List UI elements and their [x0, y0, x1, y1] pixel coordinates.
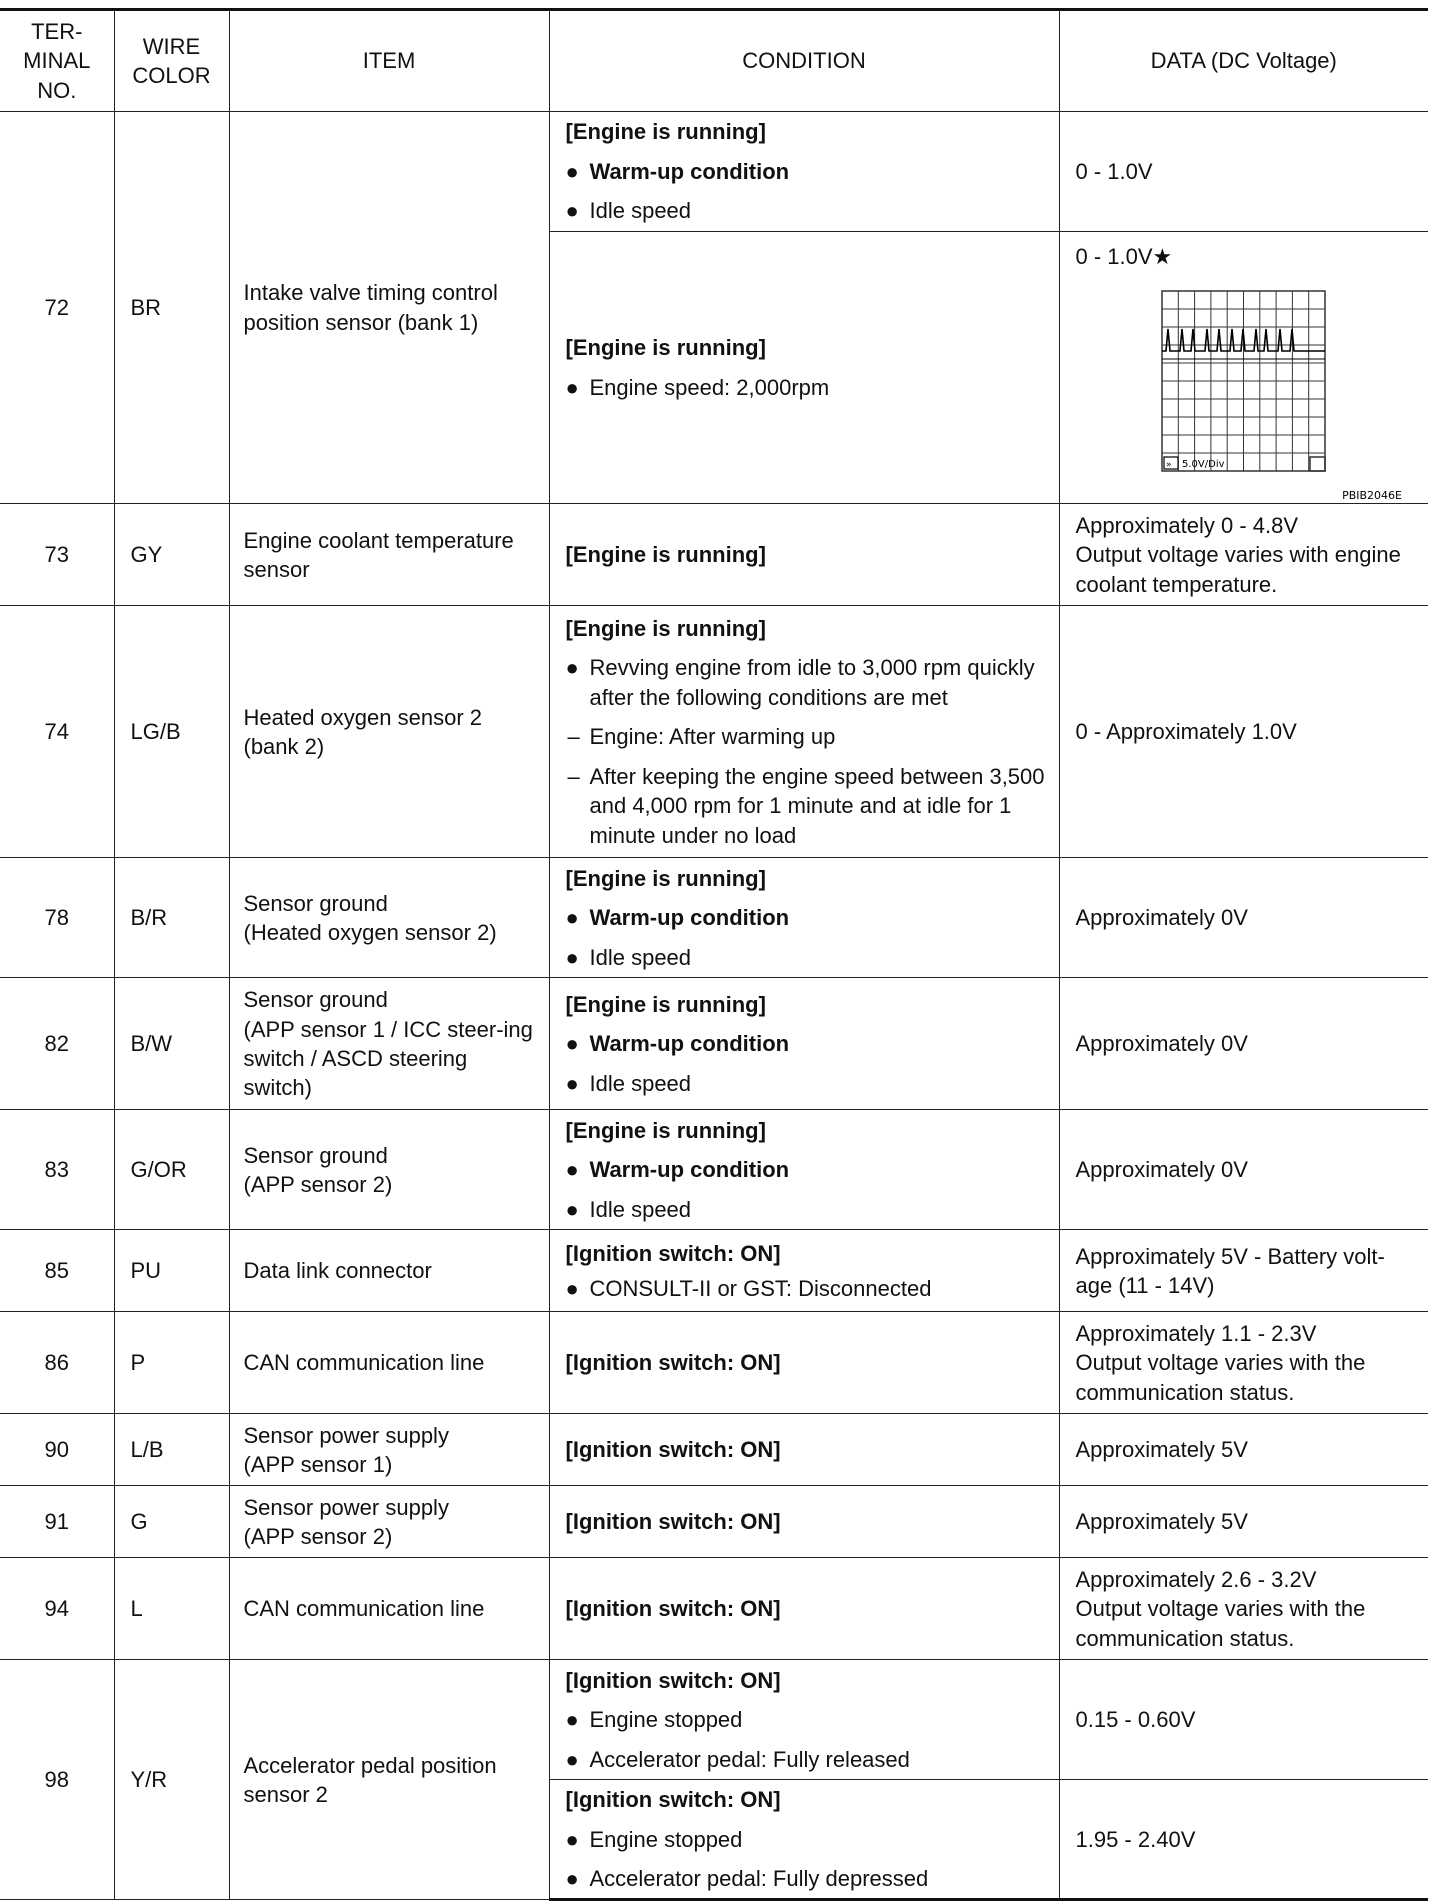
- wire-color: P: [114, 1312, 229, 1414]
- bullet-icon: ●: [565, 374, 579, 400]
- condition-title: [Ignition switch: ON]: [565, 1509, 781, 1535]
- condition-line: ● Idle speed: [566, 943, 1055, 972]
- data-note: Output voltage varies with the communication status.: [1075, 1350, 1366, 1405]
- wire-color: G/OR: [114, 1110, 229, 1230]
- item-detail: (APP sensor 1): [243, 1451, 393, 1477]
- bullet-icon: ●: [565, 158, 579, 184]
- table-row: [0, 112, 1428, 232]
- svg-text:»: »: [1165, 460, 1172, 471]
- item-name: CAN communication line: [229, 1312, 549, 1414]
- wire-color: GY: [114, 504, 229, 606]
- item-name: Sensor ground: [243, 890, 388, 916]
- bullet-icon: ●: [565, 1275, 579, 1301]
- terminal-number: 78: [0, 858, 114, 978]
- wire-color: L/B: [114, 1414, 229, 1486]
- data-cell: [1059, 1558, 1428, 1660]
- table-row: [0, 1312, 1428, 1414]
- item-cell: [229, 978, 549, 1110]
- condition-title: [Ignition switch: ON]: [565, 1787, 781, 1813]
- wire-color: Y/R: [114, 1660, 229, 1900]
- table-row: [0, 1414, 1428, 1486]
- data-value: Approximately 2.6 - 3.2V: [1075, 1566, 1317, 1592]
- bullet-icon: ●: [565, 1157, 579, 1183]
- data-value: Approximately 5V - Battery volt-age (11 - 14V): [1059, 1230, 1428, 1312]
- table-row: [0, 1558, 1428, 1660]
- condition-cell: [549, 1414, 1059, 1486]
- terminal-number: 72: [0, 112, 114, 504]
- condition-line: – Engine: After warming up: [566, 722, 1055, 751]
- item-name: Sensor power supply: [243, 1494, 449, 1520]
- item-name: Sensor ground: [243, 987, 388, 1013]
- scale-label: 5.0V/Div: [1181, 459, 1225, 471]
- item-cell: [229, 1486, 549, 1558]
- item-name: Intake valve timing control position sensor (bank 1): [229, 112, 549, 504]
- item-name: Accelerator pedal position sensor 2: [229, 1660, 549, 1900]
- item-name: CAN communication line: [229, 1558, 549, 1660]
- terminal-number: 82: [0, 978, 114, 1110]
- star-icon: ★: [1152, 244, 1173, 269]
- condition-cell: [549, 1312, 1059, 1414]
- condition-title: [Ignition switch: ON]: [565, 1240, 781, 1266]
- data-value: Approximately 5V: [1059, 1414, 1428, 1486]
- data-value: Approximately 0 - 4.8V: [1075, 512, 1299, 538]
- table-row: [0, 606, 1428, 858]
- bullet-icon: ●: [565, 655, 579, 681]
- condition-title: [Engine is running]: [565, 335, 766, 361]
- header-data: DATA (DC Voltage): [1059, 10, 1428, 112]
- wire-color: BR: [114, 112, 229, 504]
- terminal-number: 98: [0, 1660, 114, 1900]
- condition-cell: [549, 1780, 1059, 1900]
- table-row: [0, 1230, 1428, 1312]
- condition-line: – After keeping the engine speed between 3,500 and 4,000 rpm for 1 minute and at idle for 1 minute under no load: [567, 763, 1045, 848]
- condition-cell: [549, 112, 1059, 232]
- figure-code: PBIB2046E: [1341, 489, 1402, 503]
- table-row: [0, 1660, 1428, 1780]
- data-value: 0 - 1.0V: [1075, 244, 1153, 269]
- header-item: ITEM: [229, 10, 549, 112]
- table-row: [0, 1110, 1428, 1230]
- condition-cell: [549, 1230, 1059, 1312]
- table-row: [0, 858, 1428, 978]
- terminal-number: 73: [0, 504, 114, 606]
- condition-cell: [549, 1660, 1059, 1780]
- condition-cell: [549, 606, 1059, 858]
- data-value: 1.95 - 2.40V: [1059, 1780, 1428, 1900]
- item-name: Engine coolant temperature sensor: [229, 504, 549, 606]
- condition-line: ● CONSULT-II or GST: Disconnected: [566, 1274, 1055, 1303]
- bullet-icon: ●: [565, 1866, 579, 1892]
- condition-title: [Ignition switch: ON]: [565, 1667, 781, 1693]
- data-cell: [1059, 1312, 1428, 1414]
- data-value: 0 - 1.0V: [1059, 112, 1428, 232]
- header-terminal: TER- MINAL NO.: [0, 10, 114, 112]
- condition-line: ● Idle speed: [566, 1069, 1055, 1098]
- item-name: Data link connector: [229, 1230, 549, 1312]
- data-note: Output voltage varies with engine coolant temperature.: [1075, 542, 1401, 597]
- item-detail: (APP sensor 2): [243, 1171, 393, 1197]
- condition-cell: [549, 232, 1059, 504]
- item-detail: (APP sensor 2): [243, 1523, 393, 1549]
- condition-cell: [549, 978, 1059, 1110]
- condition-title: [Ignition switch: ON]: [565, 1437, 781, 1463]
- terminal-number: 86: [0, 1312, 114, 1414]
- item-cell: [229, 1110, 549, 1230]
- header-condition: CONDITION: [549, 10, 1059, 112]
- condition-cell: [549, 1110, 1059, 1230]
- ecm-terminal-table: [0, 8, 1428, 1901]
- wire-color: G: [114, 1486, 229, 1558]
- bullet-icon: ●: [565, 1196, 579, 1222]
- terminal-number: 94: [0, 1558, 114, 1660]
- bullet-icon: ●: [565, 944, 579, 970]
- wire-color: B/W: [114, 978, 229, 1110]
- condition-cell: [549, 504, 1059, 606]
- item-name: Sensor ground: [243, 1142, 388, 1168]
- condition-title: [Engine is running]: [565, 1117, 766, 1143]
- condition-line: ● Warm-up condition: [566, 903, 1055, 932]
- condition-cell: [549, 1558, 1059, 1660]
- condition-line: ● Warm-up condition: [566, 1155, 1055, 1184]
- data-value: 0.15 - 0.60V: [1059, 1660, 1428, 1780]
- bullet-icon: ●: [565, 1707, 579, 1733]
- condition-line: ● Engine stopped: [566, 1705, 1055, 1734]
- condition-title: [Engine is running]: [565, 119, 766, 145]
- bullet-icon: ●: [565, 1031, 579, 1057]
- item-cell: [229, 1414, 549, 1486]
- condition-title: [Engine is running]: [565, 865, 766, 891]
- condition-line: ● Engine speed: 2,000rpm: [566, 373, 1055, 402]
- wire-color: LG/B: [114, 606, 229, 858]
- condition-title: [Engine is running]: [565, 991, 766, 1017]
- dash-icon: –: [567, 763, 580, 789]
- bullet-icon: ●: [565, 1070, 579, 1096]
- data-value: 0 - Approximately 1.0V: [1059, 606, 1428, 858]
- condition-line: ● Revving engine from idle to 3,000 rpm quickly after the following conditions are met: [565, 655, 1035, 710]
- condition-line: ● Idle speed: [566, 1195, 1055, 1224]
- condition-line: ● Warm-up condition: [566, 1029, 1055, 1058]
- data-cell: [1059, 504, 1428, 606]
- data-value: Approximately 0V: [1059, 1110, 1428, 1230]
- terminal-number: 85: [0, 1230, 114, 1312]
- wire-color: PU: [114, 1230, 229, 1312]
- item-cell: [229, 858, 549, 978]
- condition-line: ● Engine stopped: [566, 1825, 1055, 1854]
- condition-title: [Ignition switch: ON]: [565, 1350, 781, 1376]
- oscilloscope-figure: [1076, 271, 1416, 503]
- condition-cell: [549, 1486, 1059, 1558]
- data-value: Approximately 1.1 - 2.3V: [1075, 1320, 1317, 1346]
- bullet-icon: ●: [565, 1746, 579, 1772]
- header-wire-color: WIRE COLOR: [114, 10, 229, 112]
- condition-title: [Engine is running]: [565, 542, 766, 568]
- item-name: Sensor power supply: [243, 1422, 449, 1448]
- item-name: Heated oxygen sensor 2 (bank 2): [229, 606, 549, 858]
- condition-title: [Engine is running]: [565, 615, 766, 641]
- bullet-icon: ●: [565, 905, 579, 931]
- table-row: [0, 1486, 1428, 1558]
- condition-line: ● Idle speed: [566, 196, 1055, 225]
- terminal-number: 90: [0, 1414, 114, 1486]
- condition-cell: [549, 858, 1059, 978]
- condition-line: ● Warm-up condition: [566, 157, 1055, 186]
- condition-line: ● Accelerator pedal: Fully released: [566, 1745, 1055, 1774]
- data-cell-waveform: [1059, 232, 1428, 504]
- bullet-icon: ●: [565, 1826, 579, 1852]
- table-row: [0, 504, 1428, 606]
- table-row: [0, 978, 1428, 1110]
- terminal-number: 74: [0, 606, 114, 858]
- wire-color: B/R: [114, 858, 229, 978]
- data-value: Approximately 0V: [1059, 978, 1428, 1110]
- wire-color: L: [114, 1558, 229, 1660]
- item-detail: (APP sensor 1 / ICC steer-ing switch / ASCD steering switch): [243, 1016, 533, 1101]
- item-detail: (Heated oxygen sensor 2): [243, 919, 497, 945]
- oscilloscope-waveform: [1076, 271, 1416, 503]
- header-row: [0, 10, 1428, 112]
- terminal-number: 91: [0, 1486, 114, 1558]
- data-value: Approximately 5V: [1059, 1486, 1428, 1558]
- condition-title: [Ignition switch: ON]: [565, 1596, 781, 1622]
- dash-icon: –: [567, 724, 580, 750]
- bullet-icon: ●: [565, 198, 579, 224]
- terminal-number: 83: [0, 1110, 114, 1230]
- data-value: Approximately 0V: [1059, 858, 1428, 978]
- data-note: Output voltage varies with the communication status.: [1075, 1596, 1366, 1651]
- condition-line: ● Accelerator pedal: Fully depressed: [566, 1864, 1055, 1893]
